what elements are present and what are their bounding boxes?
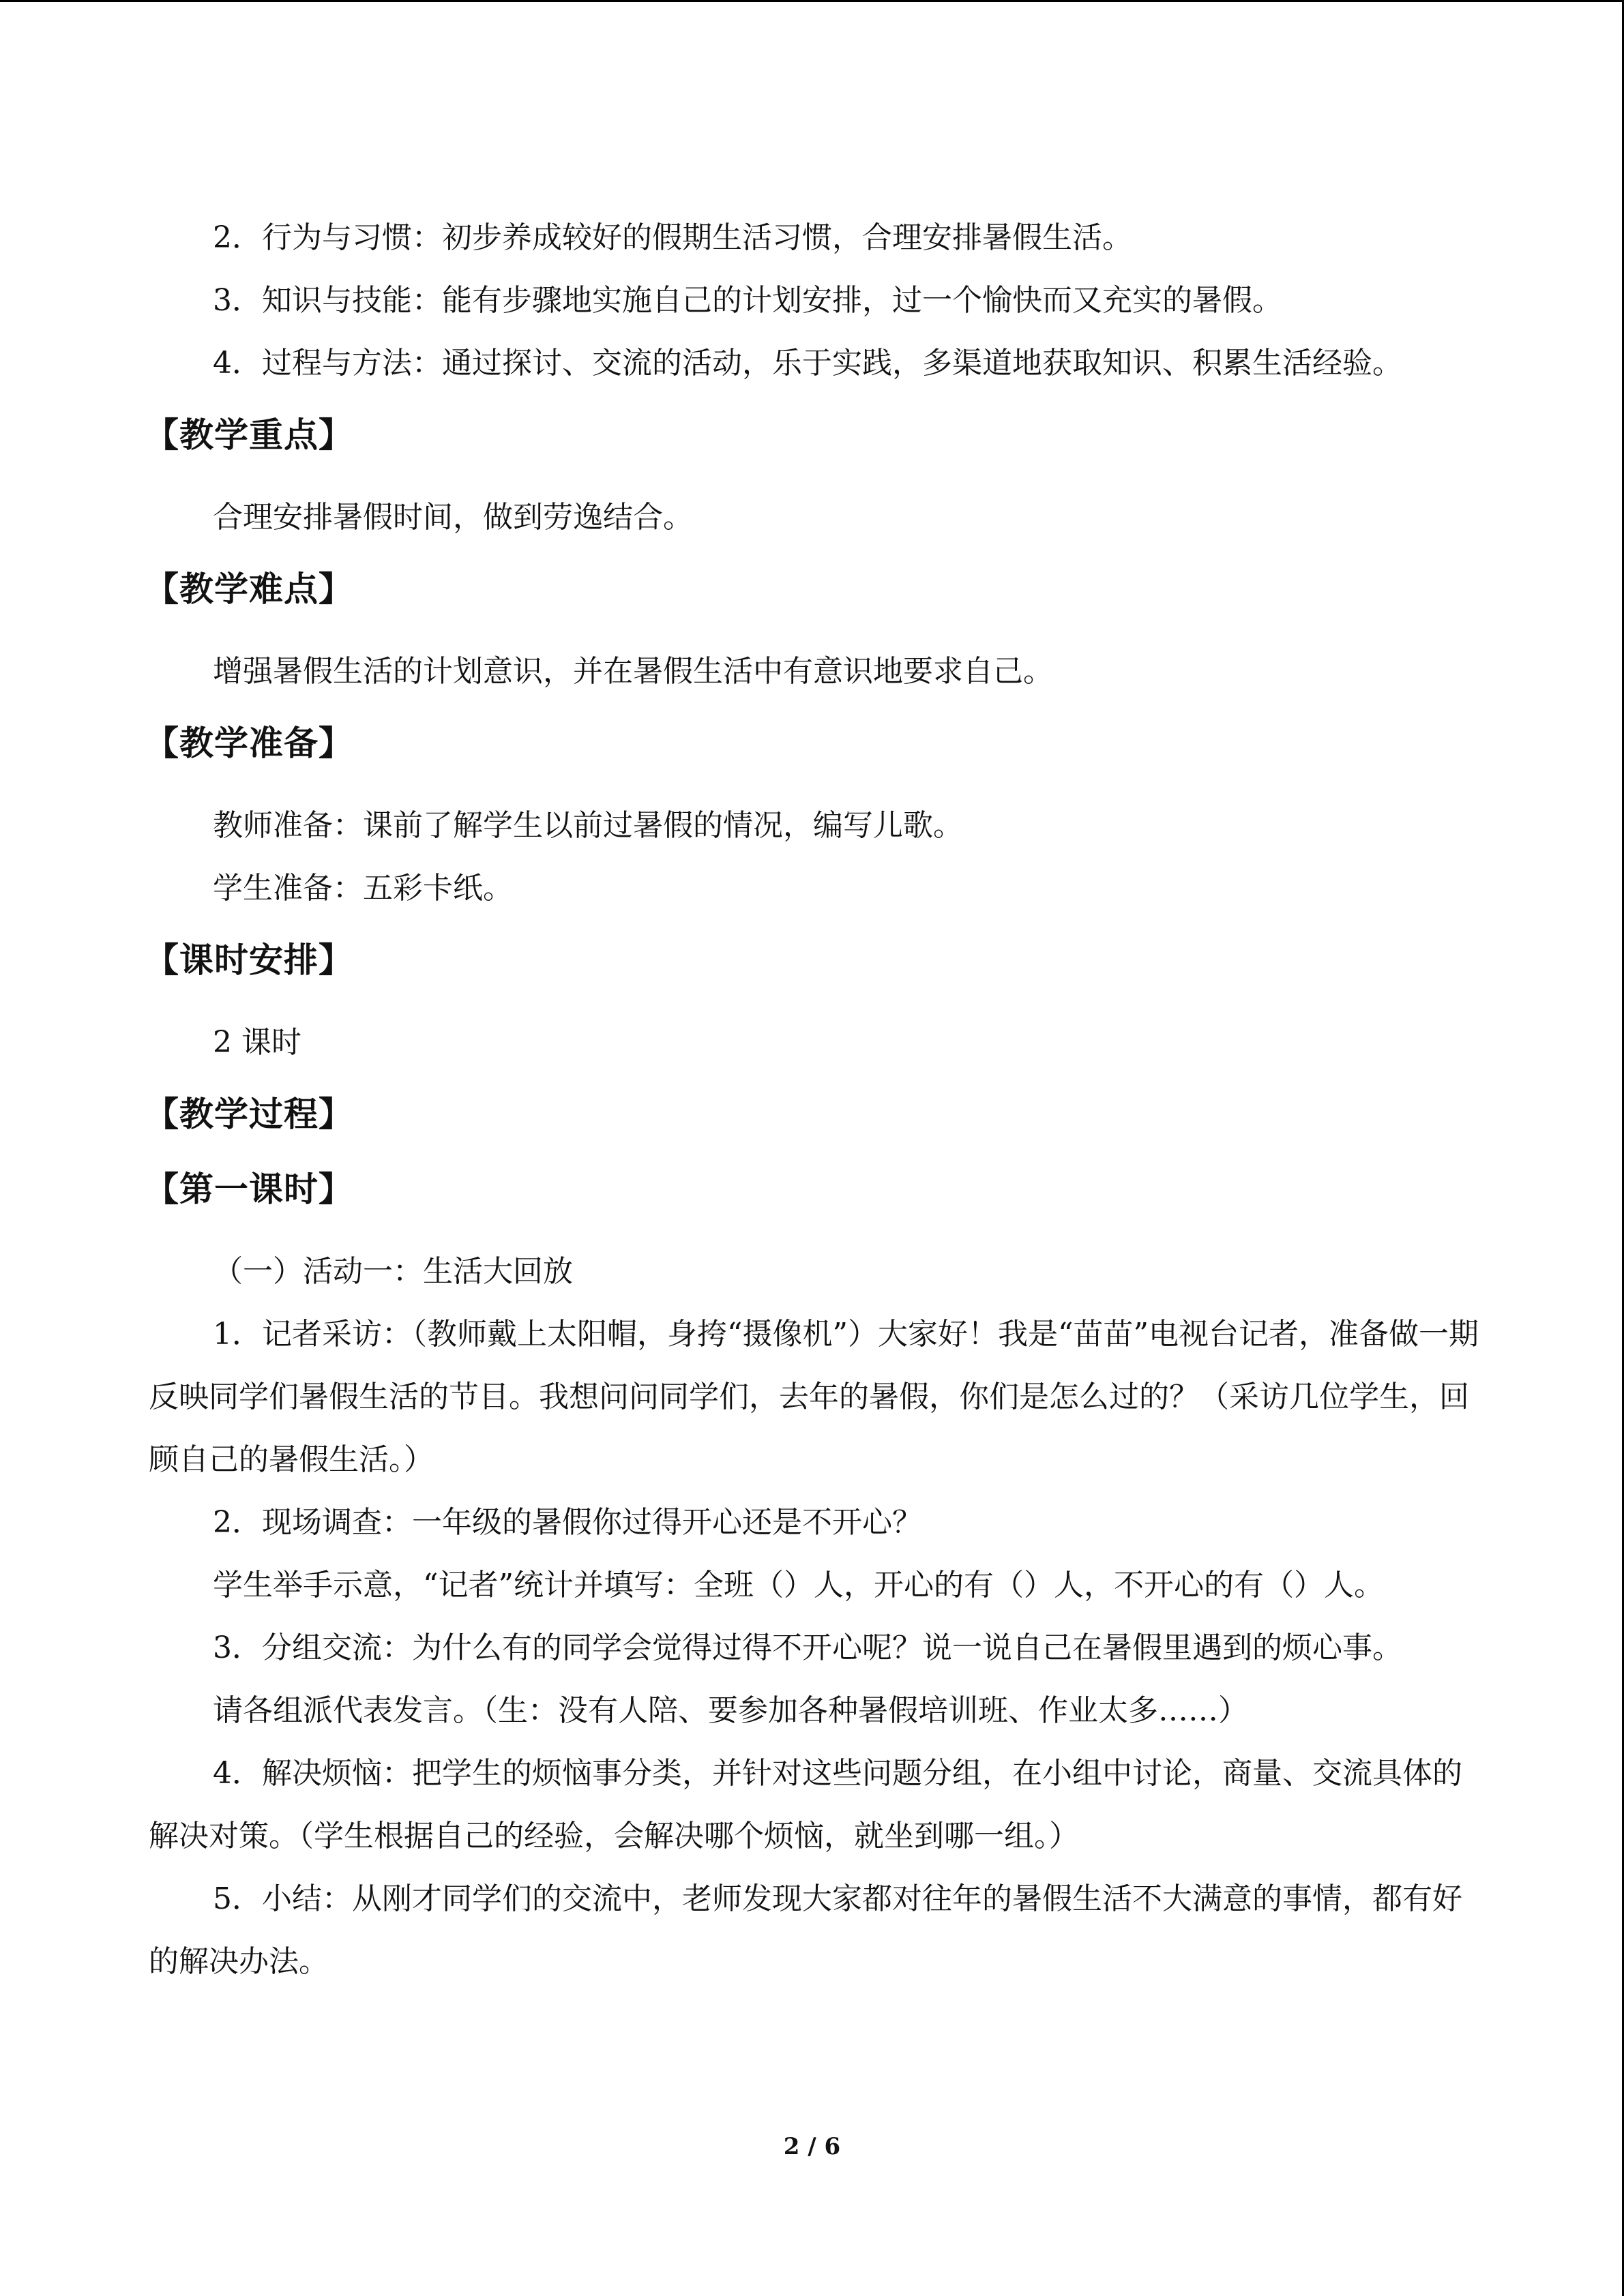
heading-preparation: 【教学准备】 [145, 724, 353, 763]
process-activity-title: （一）活动一：生活大回放 [213, 1254, 573, 1289]
preparation-teacher: 教师准备：课前了解学生以前过暑假的情况，编写儿歌。 [213, 808, 963, 843]
heading-first-lesson: 【第一课时】 [145, 1169, 353, 1209]
objective-process: 4．过程与方法：通过探讨、交流的活动，乐于实践，多渠道地获取知识、积累生活经验。 [213, 346, 1402, 381]
heading-process: 【教学过程】 [145, 1094, 353, 1134]
objective-behavior: 2．行为与习惯：初步养成较好的假期生活习惯，合理安排暑假生活。 [213, 220, 1132, 255]
process-step-survey: 2．现场调查：一年级的暑假你过得开心还是不开心？ [213, 1505, 922, 1540]
difficulties-text: 增强暑假生活的计划意识，并在暑假生活中有意识地要求自己。 [213, 654, 1053, 689]
process-survey-detail: 学生举手示意，“记者”统计并填写：全班（）人，开心的有（）人，不开心的有（）人。 [213, 1568, 1384, 1602]
process-group-talk-detail: 请各组派代表发言。（生：没有人陪、要参加各种暑假培训班、作业太多……） [213, 1693, 1248, 1728]
heading-difficulties: 【教学难点】 [145, 569, 353, 609]
process-step-interview: 1．记者采访：（教师戴上太阳帽，身挎“摄像机”）大家好！我是“苗苗”电视台记者，准备做一期反映同学们暑假生活的节目。我想问问同学们，去年的暑假，你们是怎么过的？（采访几位学生，回顾自己的暑假生活。） [149, 1317, 1479, 1477]
document-body [145, 207, 1479, 1993]
heading-schedule: 【课时安排】 [145, 940, 353, 980]
objective-knowledge: 3．知识与技能：能有步骤地实施自己的计划安排，过一个愉快而又充实的暑假。 [213, 283, 1282, 318]
heading-key-points: 【教学重点】 [145, 415, 353, 455]
preparation-student: 学生准备：五彩卡纸。 [213, 871, 513, 906]
schedule-text: 2 课时 [213, 1025, 301, 1060]
process-step-summary: 5．小结：从刚才同学们的交流中，老师发现大家都对往年的暑假生活不大满意的事情，都有好的解决办法。 [149, 1881, 1462, 1979]
process-step-group-talk: 3．分组交流：为什么有的同学会觉得过得不开心呢？说一说自己在暑假里遇到的烦心事。 [213, 1630, 1402, 1665]
page-number: 2 / 6 [783, 2133, 841, 2160]
process-step-solve: 4．解决烦恼：把学生的烦恼事分类，并针对这些问题分组，在小组中讨论，商量、交流具体的解决对策。（学生根据自己的经验，会解决哪个烦恼，就坐到哪一组。） [149, 1756, 1462, 1853]
key-points-text: 合理安排暑假时间，做到劳逸结合。 [213, 500, 693, 535]
